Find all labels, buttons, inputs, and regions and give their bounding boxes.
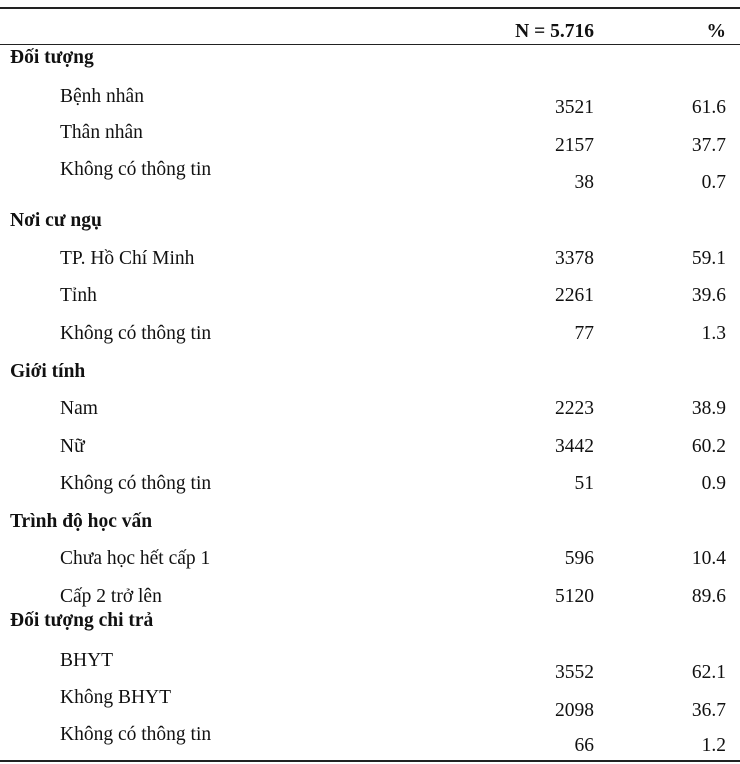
row-n: 2098	[555, 700, 594, 721]
row-n: 77	[574, 323, 594, 344]
row-label: Bệnh nhân	[60, 86, 144, 107]
row-label: TP. Hồ Chí Minh	[60, 248, 195, 269]
row-label: Cấp 2 trở lên	[60, 586, 162, 607]
row-label: Không có thông tin	[60, 473, 212, 494]
section-title: Giới tính	[10, 361, 86, 382]
row-n: 3442	[555, 436, 594, 457]
section-title: Nơi cư ngụ	[10, 210, 102, 231]
row-percent: 60.2	[691, 436, 726, 457]
row-label: Không có thông tin	[60, 159, 212, 180]
row-percent: 0.9	[701, 473, 726, 494]
row-n: 596	[564, 548, 594, 569]
section-title: Đối tượng chi trả	[10, 610, 154, 631]
table-header-rule	[0, 44, 740, 45]
row-n: 66	[574, 735, 594, 756]
row-n: 3552	[555, 662, 594, 683]
row-label: Thân nhân	[60, 122, 143, 143]
row-label: Nam	[60, 398, 98, 419]
row-percent: 59.1	[691, 248, 726, 269]
header-percent: %	[706, 21, 726, 42]
section-title: Đối tượng	[10, 47, 94, 68]
row-percent: 37.7	[691, 135, 726, 156]
section-title: Trình độ học vấn	[10, 511, 153, 532]
row-percent: 38.9	[691, 398, 726, 419]
row-n: 3378	[555, 248, 594, 269]
row-n: 2261	[555, 285, 594, 306]
row-label: Không có thông tin	[60, 724, 212, 745]
row-label: Không BHYT	[60, 687, 172, 708]
row-n: 2157	[555, 135, 594, 156]
row-label: Tỉnh	[60, 285, 97, 306]
row-percent: 62.1	[691, 662, 726, 683]
table-top-rule	[0, 7, 740, 9]
table-bottom-rule	[0, 760, 740, 762]
row-percent: 36.7	[691, 700, 726, 721]
row-n: 3521	[555, 97, 594, 118]
row-n: 51	[574, 473, 594, 494]
row-percent: 10.4	[691, 548, 726, 569]
row-n: 2223	[555, 398, 594, 419]
row-n: 38	[574, 172, 594, 193]
row-label: Chưa học hết cấp 1	[60, 548, 211, 569]
row-percent: 0.7	[701, 172, 726, 193]
row-percent: 39.6	[691, 285, 726, 306]
row-percent: 89.6	[691, 586, 726, 607]
row-percent: 1.2	[701, 735, 726, 756]
row-label: Không có thông tin	[60, 323, 212, 344]
row-label: BHYT	[60, 650, 114, 671]
row-percent: 1.3	[701, 323, 726, 344]
header-n: N = 5.716	[515, 21, 594, 42]
row-label: Nữ	[60, 436, 85, 457]
row-n: 5120	[555, 586, 594, 607]
row-percent: 61.6	[691, 97, 726, 118]
